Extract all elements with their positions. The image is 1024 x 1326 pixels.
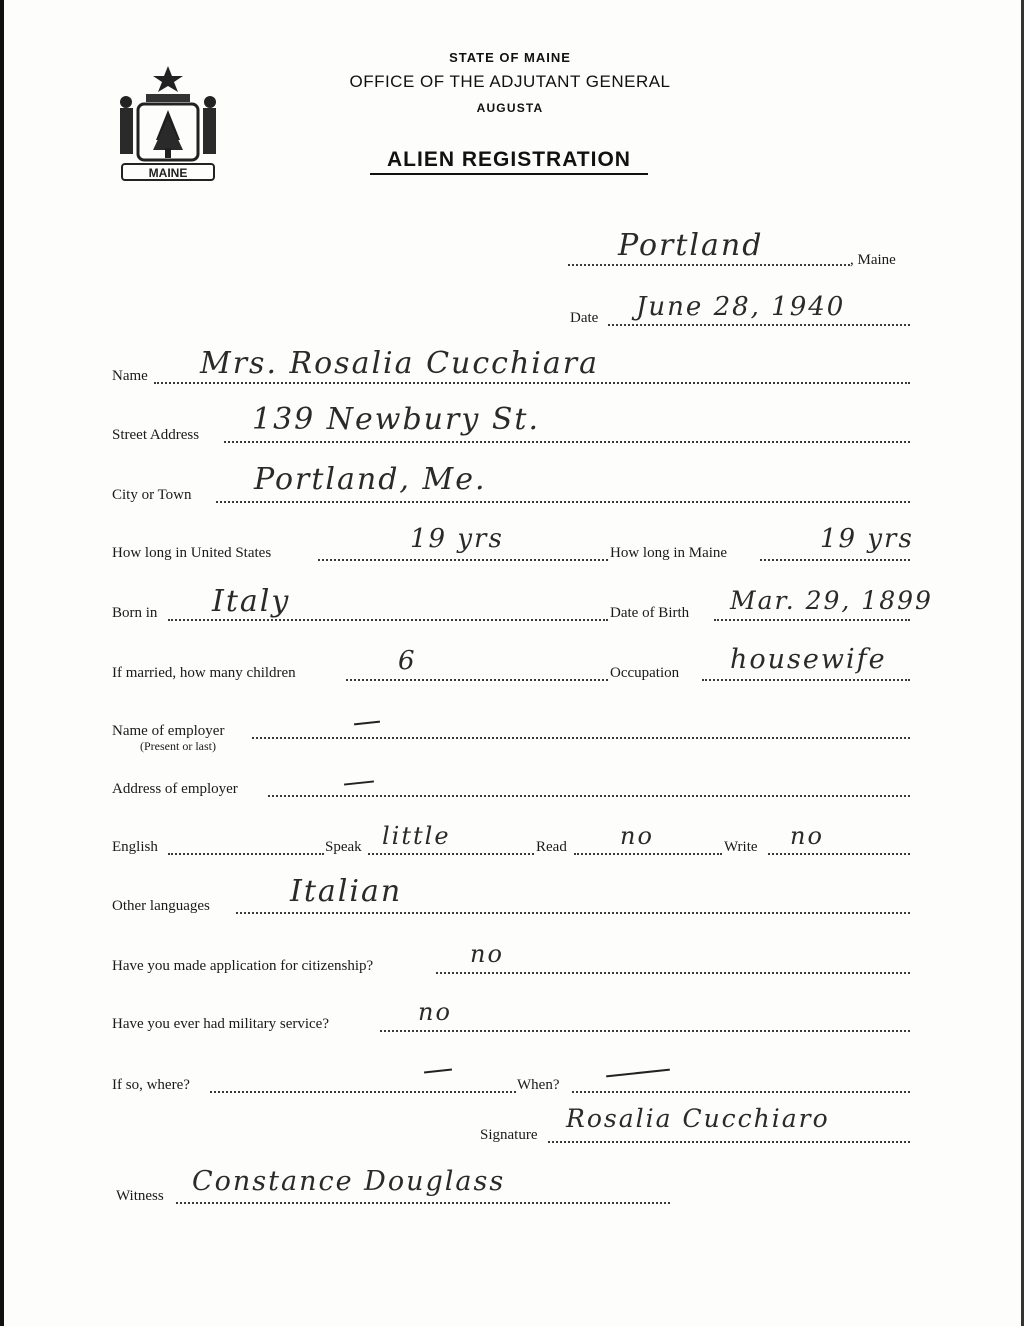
state-heading: STATE OF MAINE (449, 50, 571, 65)
write-label: Write (724, 839, 758, 855)
witness-value[interactable]: Constance Douglass (192, 1166, 506, 1197)
signature-line (548, 1141, 910, 1143)
read-line (574, 853, 722, 855)
military-label: Have you ever had military service? (112, 1016, 329, 1032)
when-label: When? (517, 1077, 560, 1093)
citizenship-line (436, 972, 910, 974)
born-in-label: Born in (112, 605, 158, 621)
employer-label: Name of employer (112, 723, 225, 739)
when-line (572, 1091, 910, 1093)
office-heading: OFFICE OF THE ADJUTANT GENERAL (349, 72, 671, 91)
children-label: If married, how many children (112, 665, 296, 681)
name-value[interactable]: Mrs. Rosalia Cucchiara (200, 346, 599, 381)
english-label: English (112, 839, 158, 855)
read-label: Read (536, 839, 567, 855)
how-long-maine-line (760, 559, 910, 561)
citizenship-value[interactable]: no (470, 940, 504, 968)
how-long-us-line (318, 559, 608, 561)
military-line (380, 1030, 910, 1032)
employer-address-line (268, 795, 910, 797)
city-line (216, 501, 910, 503)
occupation-line (702, 679, 910, 681)
how-long-maine-label: How long in Maine (610, 545, 728, 561)
form-title: ALIEN REGISTRATION (387, 148, 631, 171)
street-value[interactable]: 139 Newbury St. (252, 402, 540, 437)
speak-value[interactable]: little (382, 822, 451, 850)
english-line (168, 853, 324, 855)
where-label: If so, where? (112, 1077, 190, 1093)
date-line (608, 324, 910, 326)
city-label: City or Town (112, 487, 192, 503)
scan-edge-left (0, 0, 4, 1326)
when-dash-mark (606, 1069, 670, 1078)
employer-line (252, 737, 910, 739)
employer-address-dash-mark (344, 780, 374, 785)
place-value[interactable]: Portland (618, 228, 764, 263)
read-value[interactable]: no (620, 822, 654, 850)
date-value[interactable]: June 28, 1940 (636, 292, 846, 322)
other-languages-line (236, 912, 910, 914)
born-in-value[interactable]: Italy (212, 584, 291, 619)
occupation-label: Occupation (610, 665, 680, 681)
name-label: Name (112, 368, 148, 384)
where-line (210, 1091, 516, 1093)
witness-line (176, 1202, 670, 1204)
speak-line (368, 853, 534, 855)
witness-label: Witness (116, 1188, 164, 1204)
how-long-maine-value[interactable]: 19 yrs (820, 524, 914, 554)
dob-line (714, 619, 910, 621)
citizenship-label: Have you made application for citizenship? (112, 958, 374, 974)
dob-value[interactable]: Mar. 29, 1899 (730, 586, 933, 615)
write-value[interactable]: no (790, 822, 824, 850)
how-long-us-label: How long in United States (112, 545, 272, 561)
seal-text: MAINE (148, 166, 188, 180)
speak-label: Speak (325, 839, 362, 855)
employer-address-label: Address of employer (112, 781, 238, 797)
date-label: Date (570, 310, 599, 326)
signature-value[interactable]: Rosalia Cucchiaro (566, 1104, 830, 1133)
write-line (768, 853, 910, 855)
signature-label: Signature (480, 1127, 538, 1143)
where-dash-mark (424, 1069, 452, 1074)
street-label: Street Address (112, 427, 200, 443)
title-underline (370, 173, 648, 175)
children-line (346, 679, 608, 681)
how-long-us-value[interactable]: 19 yrs (410, 524, 504, 554)
city-heading: AUGUSTA (476, 101, 544, 115)
children-value[interactable]: 6 (398, 646, 417, 676)
dob-label: Date of Birth (610, 605, 690, 621)
employer-dash-mark (354, 721, 380, 726)
street-line (224, 441, 910, 443)
city-value[interactable]: Portland, Me. (254, 462, 487, 497)
other-languages-label: Other languages (112, 898, 210, 914)
born-in-line (168, 619, 608, 621)
employer-note: (Present or last) (140, 739, 216, 753)
state-seal-icon (108, 60, 228, 190)
other-languages-value[interactable]: Italian (290, 874, 403, 909)
name-line (154, 382, 910, 384)
place-line (568, 264, 850, 266)
maine-label: , Maine (850, 252, 896, 268)
occupation-value[interactable]: housewife (730, 644, 887, 675)
military-value[interactable]: no (418, 998, 452, 1026)
